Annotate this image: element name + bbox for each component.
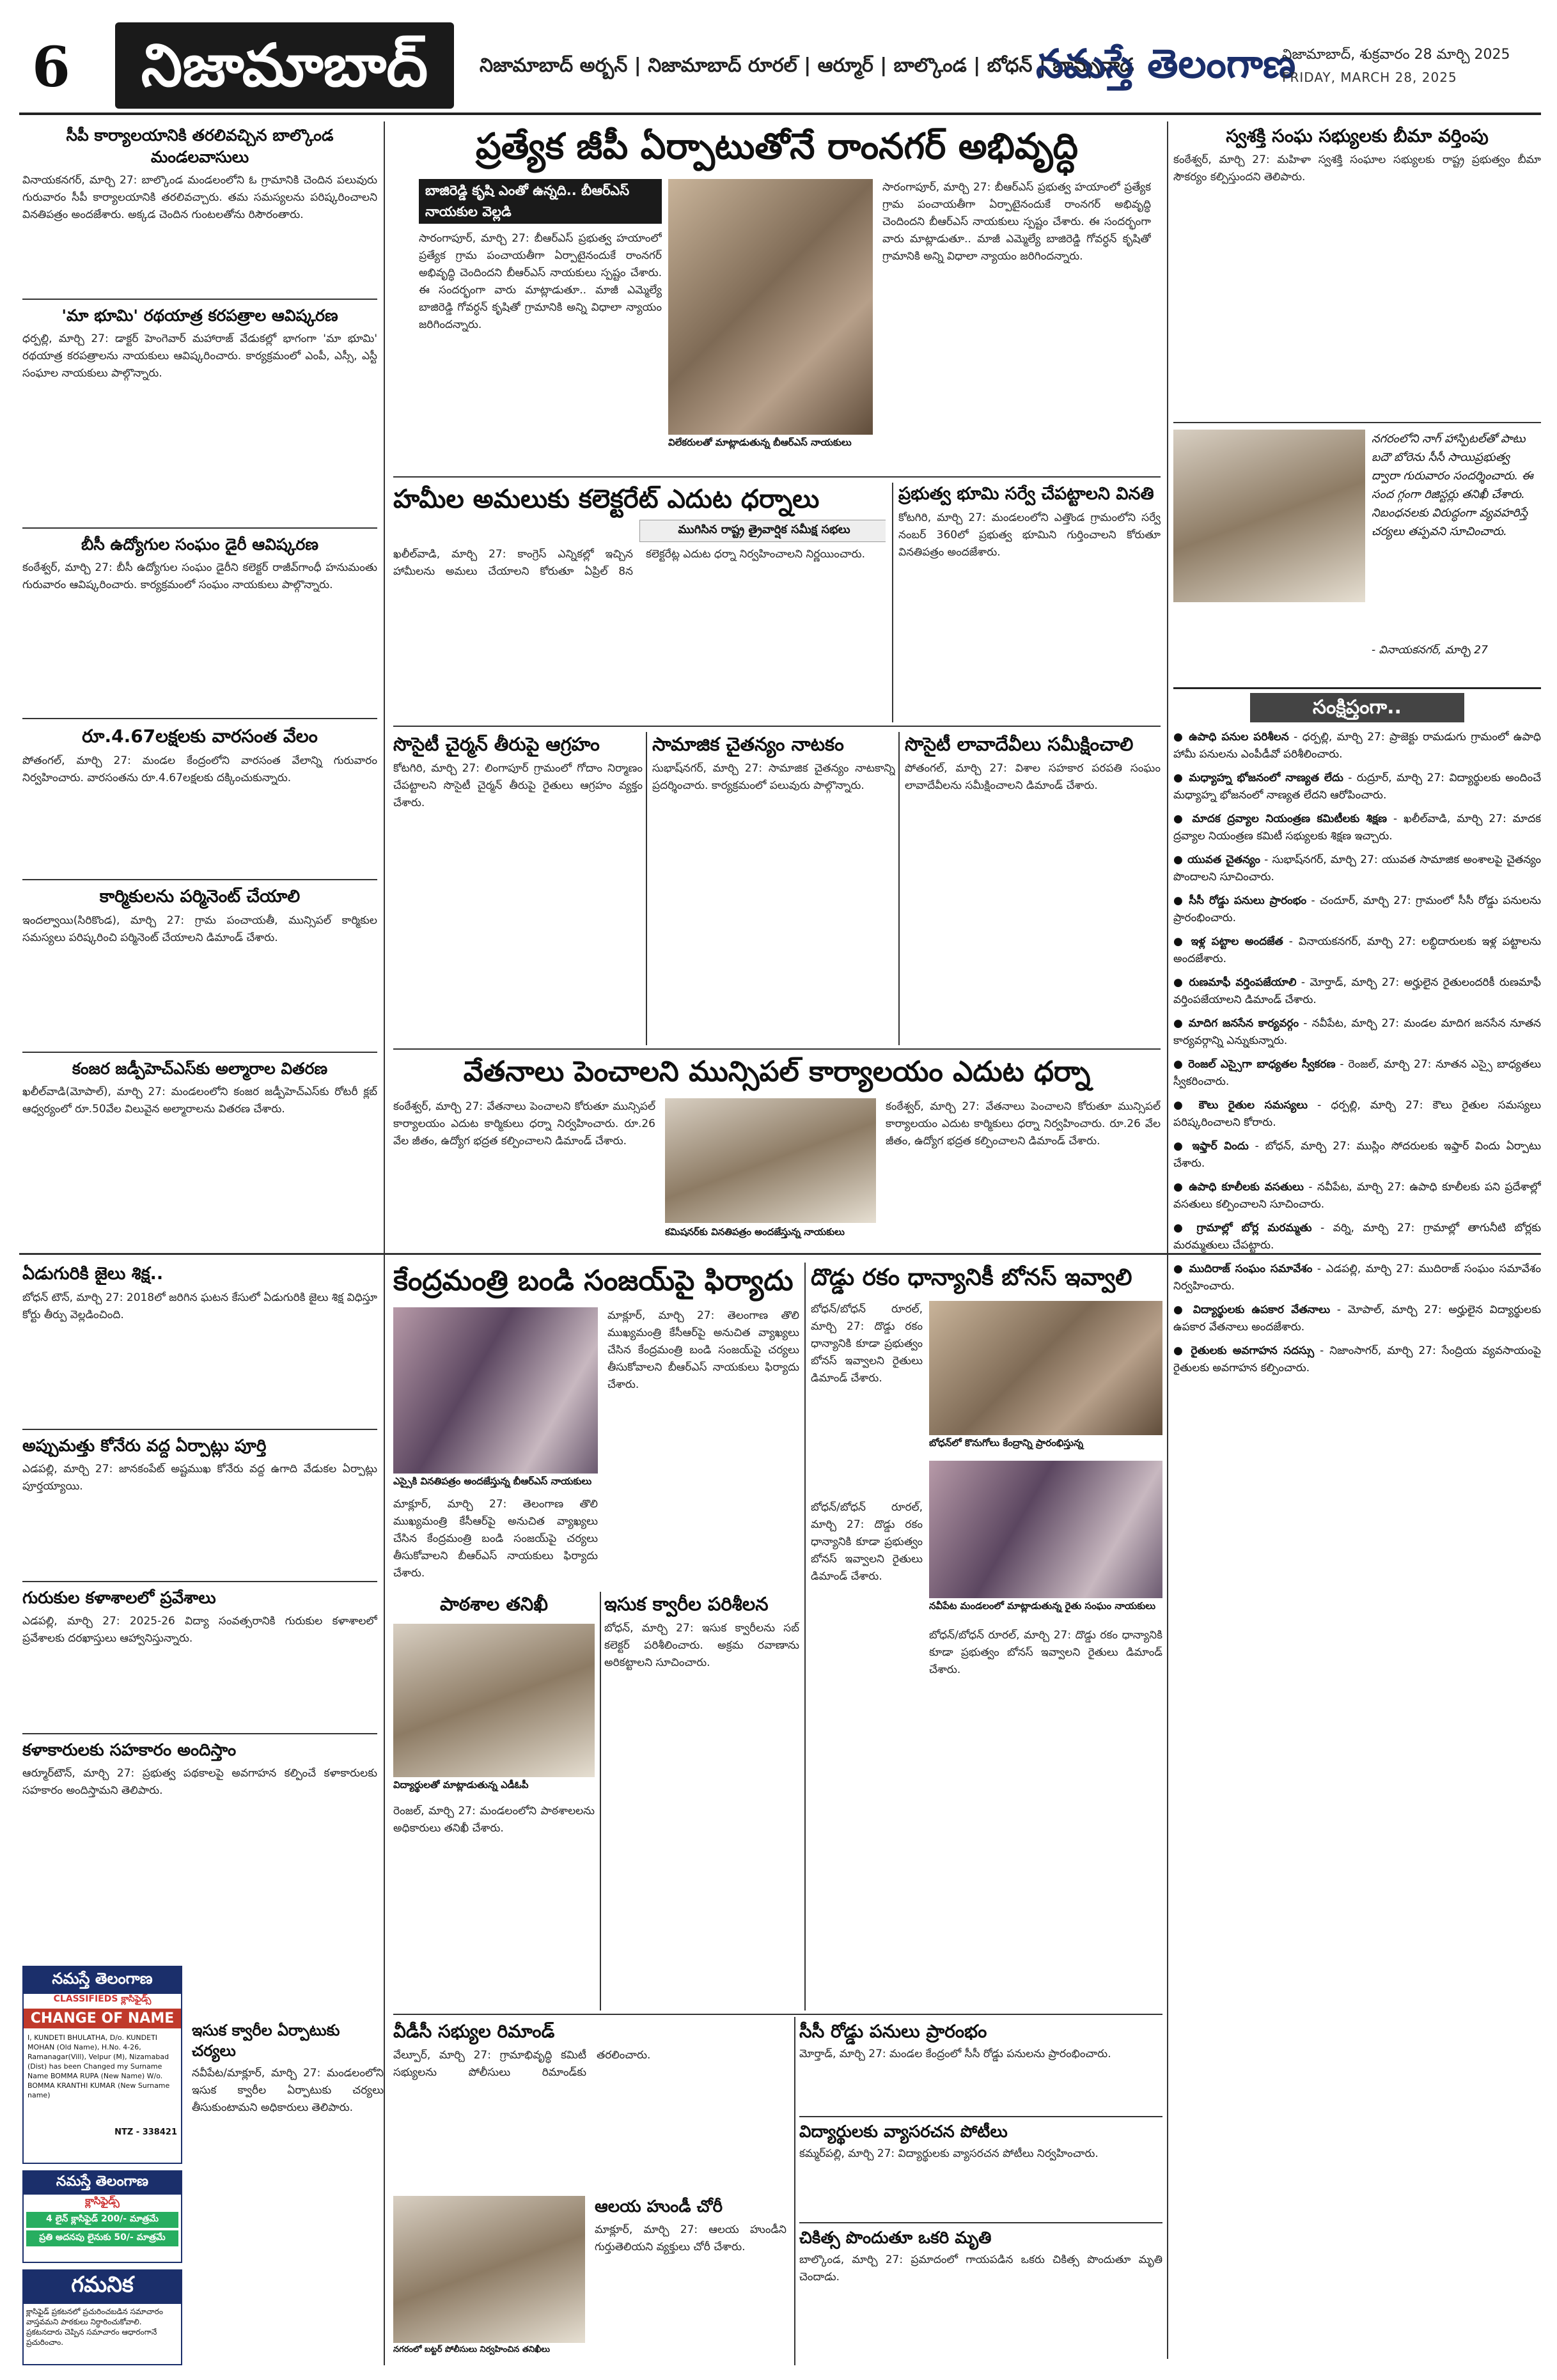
left-column-lower <box>22 1263 377 1959</box>
brief-text: వినాయకనగర్, మార్చి 27: లబ్ధిదారులకు ఇళ్ల పట్టాలను అందజేశారు. <box>1173 935 1541 965</box>
brief-text: ధర్పల్లి, మార్చి 27: కౌలు రైతుల సమస్యలు పరిష్కరించాలని కోరారు. <box>1173 1099 1541 1129</box>
brief-text: మోపాల్, మార్చి 27: అర్హులైన విద్యార్థులకు ఉపకార వేతనాలు అందజేశారు. <box>1173 1303 1541 1334</box>
brief-text: చందూర్, మార్చి 27: గ్రామంలో సీసీ రోడ్డు పనులను ప్రారంభించారు. <box>1173 894 1541 924</box>
article-body: ఎడపల్లి, మార్చి 27: జానకంపేట్ అష్టముఖ కోనేరు వద్ద ఉగాది వేడుకల ఏర్పాట్లు పూర్తయ్యాయి. <box>22 1463 377 1493</box>
headline: సామాజిక చైతన్యం నాటకం <box>652 733 844 755</box>
brief-text: ధర్పల్లి, మార్చి 27: ప్రాజెక్టు రామడుగు గ్రామంలో ఉపాధి హామీ పనులను ఎంపీడీవో పరిశీలించారు. <box>1173 731 1541 761</box>
brief-title: ముదిరాజ్ సంఘం సమావేశం <box>1189 1263 1313 1275</box>
article-body: బాల్కొండ, మార్చి 27: ప్రమాదంలో గాయపడిన ఒకరు చికిత్స పొందుతూ మృతి చెందాడు. <box>799 2253 1162 2283</box>
news-photo <box>929 1301 1162 1435</box>
headline: గురుకుల కళాశాలలో ప్రవేశాలు <box>22 1581 377 1609</box>
headline: చికిత్స పొందుతూ ఒకరి మృతి <box>799 2222 1162 2249</box>
headline: ఆలయ హుండీ చోరీ <box>595 2197 723 2216</box>
headline: వీడీసీ సభ్యుల రిమాండ్ <box>393 2021 555 2042</box>
column-divider <box>600 1592 601 2011</box>
article-body: కంఠేశ్వర్, మార్చి 27: వేతనాలు పెంచాలని కోరుతూ మున్సిపల్ కార్యాలయం ఎదుట కార్మికులు ధర్నా నిర్వహించారు. రూ.26 వేల జీతం, ఉద్యోగ భద్రత కల్పించాలని డిమాండ్ చేశారు. <box>886 1100 1161 1147</box>
headline: కార్మికులను పర్మినెంట్ చేయాలి <box>22 879 377 908</box>
article-body: కంఠేశ్వర్, మార్చి 27: వేతనాలు పెంచాలని కోరుతూ మున్సిపల్ కార్యాలయం ఎదుట కార్మికులు ధర్నా నిర్వహించారు. రూ.26 వేల జీతం, ఉద్యోగ భద్రత కల్పించాలని డిమాండ్ చేశారు. <box>393 1100 655 1147</box>
headline: ఇసుక క్వారీల పరిశీలన <box>604 1593 769 1615</box>
column-divider <box>892 483 893 722</box>
headline: వేతనాలు పెంచాలని మున్సిపల్ కార్యాలయం ఎదుట ధర్నా <box>463 1055 1091 1088</box>
bullet-icon: ● <box>1173 1303 1193 1316</box>
brief-item: ● మాదిగ జనసేన కార్యవర్గం - నవీపేట, మార్చి 27: మండల మాదిగ జనసేన నూతన కార్యవర్గాన్ని ఎన్నుకున్నారు. <box>1173 1017 1541 1047</box>
bonus-story <box>811 1263 1162 2011</box>
section-divider <box>393 1048 1161 1050</box>
brief-item: ● విద్యార్థులకు ఉపకార వేతనాలు - మోపాల్, మార్చి 27: అర్హులైన విద్యార్థులకు ఉపకార వేతనాలు అందజేశారు. <box>1173 1303 1541 1334</box>
article-body: వేల్పూర్, మార్చి 27: గ్రామాభివృద్ధి కమిటీ సభ్యులను పోలీసులు రిమాండ్‌కు తరలించారు. <box>393 2049 651 2079</box>
brief-item: ● రుణమాఫీ వర్తింపజేయాలి - మోర్తాడ్, మార్చి 27: అర్హులైన రైతులందరికీ రుణమాఫీ వర్తింపజేయాలని డిమాండ్ చేశారు. <box>1173 976 1541 1006</box>
article-body: ఇందల్వాయి(సిరికొండ), మార్చి 27: గ్రామ పంచాయతీ, మున్సిపల్ కార్మికుల సమస్యలు పరిష్కరించి పర్మినెంట్ చేయాలని డిమాండ్ చేశారు. <box>22 914 377 944</box>
article-body: సారంగాపూర్, మార్చి 27: బీఆర్‌ఎస్ ప్రభుత్వ హయాంలో ప్రత్యేక గ్రామ పంచాయతీగా ఏర్పాటైనందుకే రాంనగర్ అభివృద్ధి చెందిందని బీఆర్‌ఎస్ నాయకులు స్పష్టం చేశారు. ఈ సందర్భంగా వారు మాట్లాడుతూ.. మాజీ ఎమ్మెల్యే బాజిరెడ్డి గోవర్ధన్ కృషితో గ్రామానికి అన్ని విధాలా న్యాయం జరిగిందన్నారు. <box>882 181 1151 263</box>
headline: ఏడుగురికి జైలు శిక్ష.. <box>22 1264 164 1284</box>
bullet-icon: ● <box>1173 1344 1191 1357</box>
brief-text: రుద్రూర్, మార్చి 27: విద్యార్థులకు అందించే మధ్యాహ్న భోజనంలో నాణ్యత లేదని ఆరోపించారు. <box>1173 772 1541 802</box>
brief-title: రైతులకు అవగాహన సదస్సు <box>1191 1344 1315 1357</box>
bullet-icon: ● <box>1173 1140 1193 1153</box>
edition-title: నిజామాబాద్ <box>115 22 454 109</box>
ad-code: NTZ - 338421 <box>114 2127 177 2137</box>
brief-item: ● కౌలు రైతుల సమస్యలు - ధర్పల్లి, మార్చి 27: కౌలు రైతుల సమస్యలు పరిష్కరించాలని కోరారు. <box>1173 1099 1541 1129</box>
bullet-icon: ● <box>1173 1099 1199 1112</box>
brief-title: సీసీ రోడ్డు పనులు ప్రారంభం <box>1189 894 1307 907</box>
brief-text: బోధన్, మార్చి 27: ముస్లిం సోదరులకు ఇఫ్తార్ విందు ఏర్పాటు చేశారు. <box>1173 1140 1541 1170</box>
bullet-icon: ● <box>1173 772 1189 784</box>
brief-item: ● ముదిరాజ్ సంఘం సమావేశం - ఎడపల్లి, మార్చి 27: ముదిరాజ్ సంఘం సమావేశం నిర్వహించారు. <box>1173 1263 1541 1293</box>
article-body: కోటగిరి, మార్చి 27: మండలంలోని ఎత్తొండ గ్రామంలోని సర్వే నంబర్ 360లో ప్రభుత్వ భూమిని గుర్తించాలని కోరుతూ వినతిపత్రం అందజేశారు. <box>898 511 1161 559</box>
bullet-icon: ● <box>1173 731 1189 743</box>
article-body: మాక్లూర్, మార్చి 27: తెలంగాణ తొలి ముఖ్యమంత్రి కేసీఆర్‌పై అనుచిత వ్యాఖ్యలు చేసిన కేంద్రమంత్రి బండి సంజయ్‌పై చర్యలు తీసుకోవాలని బీఆర్‌ఎస్ నాయకులు ఫిర్యాదు చేశారు. <box>607 1309 799 1391</box>
drama-story <box>652 732 895 1045</box>
column-divider <box>384 1253 385 2365</box>
classified-rate-ad <box>22 2170 182 2263</box>
headline: సొసైటీ లావాదేవీలు సమీక్షించాలి <box>905 733 1134 755</box>
bullet-icon: ● <box>1173 1181 1189 1194</box>
column-divider <box>384 121 385 1253</box>
brief-text: నవీపేట, మార్చి 27: ఉపాధి కూలీలకు పని ప్రదేశాల్లో వసతులు కల్పించాలని సూచించారు. <box>1173 1181 1541 1211</box>
article-body: బోధన్/బోధన్ రూరల్, మార్చి 27: దొడ్డు రకం ధాన్యానికి కూడా ప్రభుత్వం బోనస్ ఇవ్వాలని రైతులు డిమాండ్ చేశారు. <box>929 1629 1162 1676</box>
page-number: 6 <box>32 35 70 100</box>
bullet-icon: ● <box>1173 813 1193 825</box>
brief-item: ● ఇఫ్తార్ విందు - బోధన్, మార్చి 27: ముస్లిం సోదరులకు ఇఫ్తార్ విందు ఏర్పాటు చేశారు. <box>1173 1140 1541 1170</box>
headline: హమీల అమలుకు కలెక్టరేట్ ఎదుట ధర్నాలు <box>393 485 820 514</box>
news-photo <box>393 1307 598 1474</box>
brief-item: ● రెంజల్ ఎస్సైగా బాధ్యతల స్వీకరణ - రెంజల్, మార్చి 27: నూతన ఎస్సై బాధ్యతలు స్వీకరించారు. <box>1173 1058 1541 1088</box>
news-photo <box>393 1624 595 1777</box>
brief-title: మాదక ద్రవ్యాల నియంత్రణ కమిటీలకు శిక్షణ <box>1192 813 1388 825</box>
brief-item: ● యువత చైతన్యం - సుభాష్‌నగర్, మార్చి 27: యువత సామాజిక అంశాలపై చైతన్యం పొందాలని సూచించారు. <box>1173 853 1541 883</box>
ad-brand: నమస్తే తెలంగాణ <box>24 2172 181 2195</box>
ad-subtitle: క్లాసిఫైడ్స్ <box>85 2195 120 2207</box>
headline: రూ.4.67లక్షలకు వారసంత వేలం <box>22 718 377 749</box>
headline: అప్పుమత్తు కోనేరు వద్ద ఏర్పాట్లు పూర్తి <box>22 1429 377 1457</box>
ad-body: I, KUNDETI BHULATHA, D/o. KUNDETI MOHAN (Old Name), H.No. 4-26, Ramanagar(Vill), Velpur (M), Nizamabad (Dist) has been Changed my Surname Name BOMMA RUPA (New Name) W/o. BOMMA KRANTHI KUMAR (New Surname name) <box>27 2034 170 2099</box>
wages-story <box>393 1054 1161 1248</box>
column-divider <box>804 1263 806 2011</box>
masthead <box>19 16 1541 115</box>
article-body: సారంగాపూర్, మార్చి 27: బీఆర్‌ఎస్ ప్రభుత్వ హయాంలో ప్రత్యేక గ్రామ పంచాయతీగా ఏర్పాటైనందుకే రాంనగర్ అభివృద్ధి చెందిందని బీఆర్‌ఎస్ నాయకులు స్పష్టం చేశారు. ఈ సందర్భంగా వారు మాట్లాడుతూ.. మాజీ ఎమ్మెల్యే బాజిరెడ్డి గోవర్ధన్ కృషితో గ్రామానికి అన్ని విధాలా న్యాయం జరిగిందన్నారు. <box>419 232 662 331</box>
news-photo <box>665 1098 876 1223</box>
brief-text: సుభాష్‌నగర్, మార్చి 27: యువత సామాజిక అంశాలపై చైతన్యం పొందాలని సూచించారు. <box>1173 853 1541 883</box>
headline: 'మా భూమి' రథయాత్ర కరపత్రాల ఆవిష్కరణ <box>22 299 377 327</box>
headline: స్వశక్తి సంఘ సభ్యులకు బీమా వర్తింపు <box>1226 125 1489 146</box>
cc-road-story <box>799 2020 1162 2365</box>
sand2-story <box>192 2020 384 2365</box>
classified-ad <box>22 1966 182 2164</box>
sand-story <box>604 1592 799 2011</box>
ad-rate-line: ప్రతి అదనపు లైనుకు 50/- మాత్రమే <box>26 2230 178 2246</box>
photo-caption: ఎస్సైకి వినతిపత్రం అందజేస్తున్న బీఆర్‌ఎస్ నాయకులు <box>393 1475 598 1489</box>
column-divider <box>1167 121 1168 2359</box>
brief-item: ● సీసీ రోడ్డు పనులు ప్రారంభం - చందూర్, మార్చి 27: గ్రామంలో సీసీ రోడ్డు పనులను ప్రారంభించారు. <box>1173 894 1541 924</box>
article-body: బోధన్/బోధన్ రూరల్, మార్చి 27: దొడ్డు రకం ధాన్యానికి కూడా ప్రభుత్వం బోనస్ ఇవ్వాలని రైతులు డిమాండ్ చేశారు. <box>811 1501 923 1583</box>
brief-title: విద్యార్థులకు ఉపకార వేతనాలు <box>1193 1303 1331 1316</box>
headline: పాఠశాల తనిఖీ <box>440 1593 548 1615</box>
brief-text: మోర్తాడ్, మార్చి 27: అర్హులైన రైతులందరికీ రుణమాఫీ వర్తింపజేయాలని డిమాండ్ చేశారు. <box>1173 976 1541 1006</box>
headline: ప్రభుత్వ భూమి సర్వే చేపట్టాలని వినతి <box>898 484 1154 504</box>
headline: కంజర జడ్పీహెచ్‌ఎస్‌కు అల్మారాల వితరణ <box>22 1052 377 1080</box>
brief-title: యువత చైతన్యం <box>1187 853 1260 866</box>
brief-title: గ్రామాల్లో బోర్ల మరమ్మతు <box>1196 1222 1312 1234</box>
brief-item: ● ఉపాధి కూలీలకు వసతులు - నవీపేట, మార్చి 27: ఉపాధి కూలీలకు పని ప్రదేశాల్లో వసతులు కల్పించాలని సూచించారు. <box>1173 1181 1541 1211</box>
brief-title: ఉపాధి కూలీలకు వసతులు <box>1189 1181 1304 1194</box>
article-body: వినాయకనగర్, మార్చి 27: బాల్కొండ మండలంలోని ఓ గ్రామానికి చెందిన పలువురు గురువారం సీపీ కార్యాలయానికి తరలివచ్చారు. తమ సమస్యలను పరిష్కరించాలని వినతిపత్రం అందజేశారు. అక్కడ చెందిన గుంటలతోను రిసౌరంతారు. <box>22 174 377 221</box>
bullet-icon: ● <box>1173 976 1189 989</box>
brief-text: నిజాంసాగర్, మార్చి 27: సేంద్రియ వ్యవసాయంపై రైతులకు అవగాహన కల్పించారు. <box>1173 1344 1541 1374</box>
article-body: కమ్మర్‌పల్లి, మార్చి 27: విద్యార్థులకు వ్యాసరచన పోటీలు నిర్వహించారు. <box>799 2147 1099 2160</box>
section-divider <box>393 476 1161 478</box>
headline: కళాకారులకు సహకారం అందిస్తాం <box>22 1733 377 1761</box>
column-divider <box>646 732 647 1045</box>
bullet-icon: ● <box>1173 1222 1197 1234</box>
bullet-icon: ● <box>1173 853 1188 866</box>
date-english: FRIDAY, MARCH 28, 2025 <box>1282 70 1457 85</box>
bullet-icon: ● <box>1173 894 1189 907</box>
bullet-icon: ● <box>1173 935 1191 948</box>
news-photo <box>929 1461 1162 1598</box>
brief-title: మధ్యాహ్న భోజనంలో నాణ్యత లేదు <box>1189 772 1343 784</box>
article-body: కంఠేశ్వర్, మార్చి 27: బీసీ ఉద్యోగుల సంఘం డైరీని కలెక్టర్ రాజీవ్‌గాంధీ హనుమంతు గురువారం ఆవిష్కరించారు. కార్యక్రమంలో సంఘం నాయకులు పాల్గొన్నారు. <box>22 561 377 591</box>
article-body: ఖలీల్‌వాడి, మార్చి 27: కాంగ్రెస్ ఎన్నికల్లో ఇచ్చిన హామీలను అమలు చేయాలని కోరుతూ ఏప్రిల్ 8న కలెక్టరేట్ల ఎదుట ధర్నా నిర్వహించాలని నిర్ణయించారు. <box>393 548 866 578</box>
headline: బీసీ ఉద్యోగుల సంఘం డైరీ ఆవిష్కరణ <box>22 527 377 556</box>
headline: సీసీ రోడ్డు పనులు ప్రారంభం <box>799 2021 987 2042</box>
section-divider <box>393 2014 1162 2015</box>
article-body: బోధన్/బోధన్ రూరల్, మార్చి 27: దొడ్డు రకం ధాన్యానికి కూడా ప్రభుత్వం బోనస్ ఇవ్వాలని రైతులు డిమాండ్ చేశారు. <box>811 1303 923 1385</box>
article-body: మాక్లూర్, మార్చి 27: ఆలయ హుండీని గుర్తుతెలియని వ్యక్తులు చోరీ చేశారు. <box>595 2223 786 2253</box>
photo-story-text: నగరంలోని నాగ్ హాస్పిటల్‌తో పాటు బదౌ బోరెను సీసీ సాయిప్రభుత్వ ద్వారా గురువారం సందర్శించారు. ఈ సంద గ్గంగా రిజిస్టర్లు తనిఖీ చేశారు. నిబంధనలకు విరుద్ధంగా వ్యవహరిస్తే చర్యలు తప్పవని సూచించారు. <box>1372 432 1533 538</box>
article-body: కోటగిరి, మార్చి 27: లింగాపూర్ గ్రామంలో గోదాం నిర్మాణం చేపట్టాలని సొసైటీ చైర్మన్ తీరుపై రైతులు ఆగ్రహం వ్యక్తం చేశారు. <box>393 762 643 809</box>
article-body: మోర్తాడ్, మార్చి 27: మండల కేంద్రంలో సీసీ రోడ్డు పనులను ప్రారంభించారు. <box>799 2048 1111 2060</box>
notice-body: క్లాసిఫైడ్ ప్రకటనలో ప్రచురించబడిన సమాచారం వాస్తవమని పాఠకులు నిర్ధారించుకోవాలి. ప్రకటనదారు చెప్పిన సమాచారం ఆధారంగానే ప్రచురించాం. <box>26 2307 163 2347</box>
article-body: రెంజల్, మార్చి 27: మండలంలోని పాఠశాలలను అధికారులు తనిఖీ చేశారు. <box>393 1805 595 1835</box>
bullet-icon: ● <box>1173 1017 1189 1030</box>
article-body: ఖలీల్‌వాడి(మోపాల్), మార్చి 27: మండలంలోని కంజర జడ్పీహెచ్‌ఎస్‌కు రోటరీ క్లబ్ ఆధ్వర్యంలో రూ.50వేల విలువైన అల్మారాలను వితరణ చేశారు. <box>22 1085 377 1116</box>
news-photo <box>1173 430 1365 602</box>
photo-caption: నవీపేట మండలంలో మాట్లాడుతున్న రైతు సంఘం నాయకులు <box>929 1600 1162 1614</box>
article-body: బోధన్, మార్చి 27: ఇసుక క్వారీలను సబ్ కలెక్టర్ పరిశీలించారు. అక్రమ రవాణాను అరికట్టాలని సూచించారు. <box>604 1622 799 1669</box>
photo-caption: నగరంలో బట్టర్ పోలీసులు నిర్వహించిన తనిఖీలు <box>393 2345 585 2356</box>
briefs-heading: సంక్షిప్తంగా.. <box>1250 693 1464 722</box>
headline: సొసైటీ చైర్మన్ తీరుపై ఆగ్రహం <box>393 733 600 755</box>
headline: దొడ్డు రకం ధాన్యానికీ బోనస్ ఇవ్వాలి <box>811 1264 1132 1291</box>
brief-text: ఖలీల్‌వాడి, మార్చి 27: మాదక ద్రవ్యాల నియంత్రణ కమిటీ సభ్యులకు శిక్షణ ఇచ్చారు. <box>1173 813 1541 843</box>
headline: సీపీ కార్యాలయానికి తరలివచ్చిన బాల్కొండ మండలవాసులు <box>66 126 334 166</box>
bullet-icon: ● <box>1173 1263 1189 1275</box>
dateline: - వినాయకనగర్, మార్చి 27 <box>1372 644 1488 657</box>
column-divider <box>898 732 900 1045</box>
headline: కేంద్రమంత్రి బండి సంజయ్‌పై ఫిర్యాదు <box>393 1264 794 1297</box>
brief-item: ● రైతులకు అవగాహన సదస్సు - నిజాంసాగర్, మార్చి 27: సేంద్రియ వ్యవసాయంపై రైతులకు అవగాహన కల్పించారు. <box>1173 1344 1541 1374</box>
vdc-story <box>393 2020 790 2365</box>
column-divider <box>794 2017 795 2365</box>
brief-title: కౌలు రైతుల సమస్యలు <box>1198 1099 1308 1112</box>
bandi-story <box>393 1263 799 1585</box>
photo-caption: విలేకరులతో మాట్లాడుతున్న బీఆర్‌ఎస్ నాయకులు <box>668 437 873 451</box>
main-story <box>393 125 1161 470</box>
brief-title: ఇఫ్తార్ విందు <box>1192 1140 1249 1153</box>
review-story <box>905 732 1161 1045</box>
police-photo-story <box>1173 422 1541 678</box>
school-story <box>393 1592 595 2011</box>
brief-item: ● ఉపాధి పనుల పరిశీలన - ధర్పల్లి, మార్చి 27: ప్రాజెక్టు రామడుగు గ్రామంలో ఉపాధి హామీ పనులను ఎంపీడీవో పరిశీలించారు. <box>1173 731 1541 761</box>
article-body: పోతంగల్, మార్చి 27: మండల కేంద్రంలోని వారసంత వేలాన్ని గురువారం నిర్వహించారు. వారసంతను రూ.4.67లక్షలకు దక్కించుకున్నారు. <box>22 754 377 784</box>
notice-title: గమనిక <box>24 2271 181 2304</box>
briefs-list <box>1173 729 1541 1377</box>
date-telugu: నిజామాబాద్, శుక్రవారం 28 మార్చి 2025 <box>1282 47 1510 63</box>
section-divider <box>393 726 1161 727</box>
bullet-icon: ● <box>1173 1058 1189 1071</box>
insurance-story <box>1173 125 1541 419</box>
brief-item: ● ఇళ్ల పట్టాల అందజేత - వినాయకనగర్, మార్చి 27: లబ్ధిదారులకు ఇళ్ల పట్టాలను అందజేశారు. <box>1173 935 1541 965</box>
article-body: సుభాష్‌నగర్, మార్చి 27: సామాజిక చైతన్యం నాటకాన్ని ప్రదర్శించారు. కార్యక్రమంలో పలువురు పాల్గొన్నారు. <box>652 762 895 792</box>
article-body: పోతంగల్, మార్చి 27: విశాల సహకార పరపతి సంఘం లావాదేవీలను సమీక్షించాలని డిమాండ్ చేశారు. <box>905 762 1161 792</box>
ad-subtitle: CLASSIFIEDS క్లాసిఫైడ్స్ <box>53 1994 152 2004</box>
headline: ఇసుక క్వారీల ఏర్పాటుకు చర్యలు <box>192 2021 340 2060</box>
ad-brand: నమస్తే తెలంగాణ <box>24 1967 181 1994</box>
newspaper-brand: నమస్తే తెలంగాణ <box>1036 40 1296 87</box>
society-story <box>393 732 643 1045</box>
brief-item: ● మాదక ద్రవ్యాల నియంత్రణ కమిటీలకు శిక్షణ - ఖలీల్‌వాడి, మార్చి 27: మాదక ద్రవ్యాల నియంత్రణ కమిటీ సభ్యులకు శిక్షణ ఇచ్చారు. <box>1173 813 1541 843</box>
main-kicker: బాజిరెడ్డి కృషి ఎంతో ఉన్నది.. బీఆర్‌ఎస్ నాయకుల వెల్లడి <box>419 179 662 224</box>
subhead: ముగిసిన రాష్ట్ర త్రైవార్షిక సమీక్ష సభలు <box>639 520 886 542</box>
survey-story <box>898 483 1161 722</box>
article-body: ధర్పల్లి, మార్చి 27: డాక్టర్ హెంగెవార్ మహారాజ్ వేడుకల్లో భాగంగా 'మా భూమి' రథయాత్ర కరపత్రాలను నాయకులు ఆవిష్కరించారు. కార్యక్రమంలో ఎంపీ, ఎస్సీ, ఎస్టీ సంఘాల నాయకులు పాల్గొన్నారు. <box>22 332 377 380</box>
left-column <box>22 125 377 1247</box>
brief-text: వర్ని, మార్చి 27: గ్రామాల్లో తాగునీటి బోర్లకు మరమ్మతులు చేపట్టారు. <box>1173 1222 1541 1252</box>
headline: విద్యార్థులకు వ్యాసరచన పోటీలు <box>799 2116 1162 2143</box>
ad-rate-line: 4 లైన్ క్లాసిఫైడ్ 200/- మాత్రమే <box>26 2212 178 2228</box>
photo-caption: విద్యార్థులతో మాట్లాడుతున్న ఎడీఓపీ <box>393 1779 595 1793</box>
article-body: ఎడపల్లి, మార్చి 27: 2025-26 విద్యా సంవత్సరానికి గురుకుల కళాశాలలో ప్రవేశాలకు దరఖాస్తులు ఆహ్వానిస్తున్నారు. <box>22 1615 377 1645</box>
briefs-section <box>1173 687 1541 2365</box>
article-body: ఆర్మూర్‌టౌన్, మార్చి 27: ప్రభుత్వ పథకాలపై అవగాహన కల్పించే కళాకారులకు సహకారం అందిస్తామని తెలిపారు. <box>22 1767 377 1797</box>
article-body: మాక్లూర్, మార్చి 27: తెలంగాణ తొలి ముఖ్యమంత్రి కేసీఆర్‌పై అనుచిత వ్యాఖ్యలు చేసిన కేంద్రమంత్రి బండి సంజయ్‌పై చర్యలు తీసుకోవాలని బీఆర్‌ఎస్ నాయకులు ఫిర్యాదు చేశారు. <box>393 1498 598 1579</box>
news-photo <box>393 2196 585 2343</box>
brief-text: ఎడపల్లి, మార్చి 27: ముదిరాజ్ సంఘం సమావేశం నిర్వహించారు. <box>1173 1263 1541 1293</box>
dharna-story <box>393 483 886 722</box>
brief-item: ● మధ్యాహ్న భోజనంలో నాణ్యత లేదు - రుద్రూర్, మార్చి 27: విద్యార్థులకు అందించే మధ్యాహ్న భోజనంలో నాణ్యత లేదని ఆరోపించారు. <box>1173 772 1541 802</box>
brief-item: ● గ్రామాల్లో బోర్ల మరమ్మతు - వర్ని, మార్చి 27: గ్రామాల్లో తాగునీటి బోర్లకు మరమ్మతులు చేపట్టారు. <box>1173 1222 1541 1252</box>
brief-title: రుణమాఫీ వర్తింపజేయాలి <box>1189 976 1297 989</box>
brief-title: ఉపాధి పనుల పరిశీలన <box>1189 731 1289 743</box>
brief-text: నవీపేట, మార్చి 27: మండల మాదిగ జనసేన నూతన కార్యవర్గాన్ని ఎన్నుకున్నారు. <box>1173 1017 1541 1047</box>
brief-title: మాదిగ జనసేన కార్యవర్గం <box>1188 1017 1299 1030</box>
main-headline: ప్రత్యేక జీపీ ఏర్పాటుతోనే రాంనగర్ అభివృద్ధి <box>475 126 1079 167</box>
article-body: బోధన్ టౌన్, మార్చి 27: 2018లో జరిగిన ఘటన కేసులో ఏడుగురికి జైలు శిక్ష విధిస్తూ కోర్టు తీర్పు వెల్లడించింది. <box>22 1291 377 1321</box>
ad-title: CHANGE OF NAME <box>24 2009 181 2028</box>
news-photo <box>668 179 873 435</box>
brief-text: రెంజల్, మార్చి 27: నూతన ఎస్సై బాధ్యతలు స్వీకరించారు. <box>1173 1058 1541 1088</box>
photo-caption: బోధన్‌లో కొనుగోలు కేంద్రాన్ని ప్రారంభిస్తున్న <box>929 1437 1162 1451</box>
article-body: నవీపేట/మాక్లూర్, మార్చి 27: మండలంలోని ఇసుక క్వారీల ఏర్పాటుకు చర్యలు తీసుకుంటామని అధికారులు తెలిపారు. <box>192 2067 384 2114</box>
district-list: నిజామాబాద్ అర్బన్ | నిజామాబాద్ రూరల్ | ఆర్మూర్ | బాల్కొండ | బోధన్ | బాన్సువాడ <box>480 54 1134 77</box>
photo-caption: కమిషనర్‌కు వినతిపత్రం అందజేస్తున్న నాయకులు <box>665 1226 876 1240</box>
brief-title: ఇళ్ల పట్టాల అందజేత <box>1191 935 1283 948</box>
article-body: కంఠేశ్వర్, మార్చి 27: మహిళా స్వశక్తి సంఘాల సభ్యులకు రాష్ట్ర ప్రభుత్వం బీమా సౌకర్యం కల్పిస్తుందని తెలిపారు. <box>1173 153 1541 183</box>
notice-box <box>22 2269 182 2365</box>
brief-title: రెంజల్ ఎస్సైగా బాధ్యతల స్వీకరణ <box>1188 1058 1336 1071</box>
